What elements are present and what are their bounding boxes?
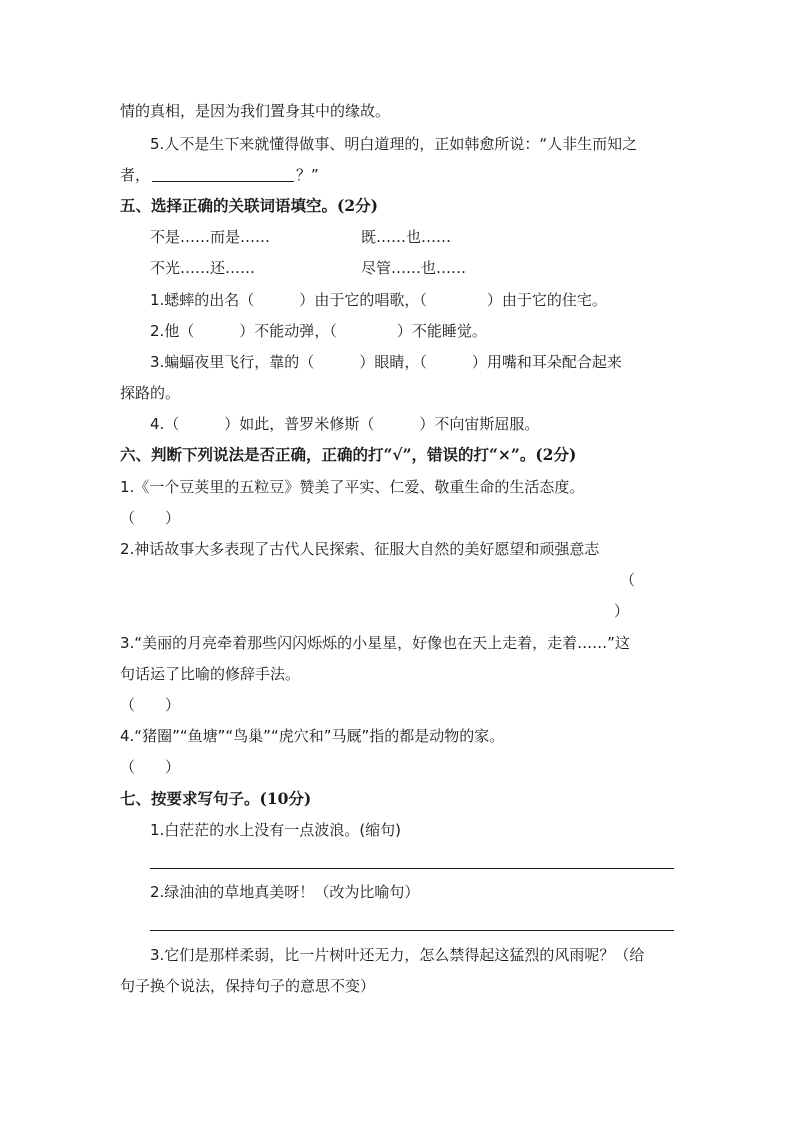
option-4: 尽管……也…… <box>361 259 467 277</box>
option-1: 不是……而是…… <box>150 228 271 246</box>
section-5-heading: 五、选择正确的关联词语填空。(2分) <box>120 196 378 215</box>
question-5-3-cont: 探路的。 <box>120 384 181 402</box>
option-2: 既……也…… <box>361 228 452 246</box>
question-6-3-cont: 句话运了比喻的修辞手法。 <box>120 665 301 683</box>
question-5-2: 2.他（ ）不能动弹，（ ）不能睡觉。 <box>150 322 487 340</box>
question-5-1: 1.蟋蟀的出名（ ）由于它的唱歌，（ ）由于它的住宅。 <box>150 291 607 309</box>
question-7-3-cont: 句子换个说法，保持句子的意思不变） <box>120 977 376 995</box>
question-5-3: 3.蝙蝠夜里飞行，靠的（ ）眼睛，（ ）用嘴和耳朵配合起来 <box>150 353 622 371</box>
answer-line[interactable] <box>150 868 674 869</box>
question-7-1: 1.白茫茫的水上没有一点波浪。(缩句) <box>150 821 402 839</box>
question-7-3: 3.它们是那样柔弱，比一片树叶还无力，怎么禁得起这猛烈的风雨呢？（给 <box>150 946 645 964</box>
answer-paren-close[interactable]: ） <box>614 602 630 620</box>
question-4-5-cont: 者， ？” <box>120 166 319 184</box>
answer-paren[interactable]: （ ） <box>120 758 181 776</box>
question-6-1: 1.《一个豆荚里的五粒豆》赞美了平实、仁爱、敬重生命的生活态度。 <box>120 478 585 496</box>
question-5-4: 4.（ ）如此，普罗米修斯（ ）不向宙斯屈服。 <box>150 415 540 433</box>
answer-paren[interactable]: （ ） <box>120 696 181 714</box>
question-6-4: 4.“猪圈”“鱼塘”“鸟巢”“虎穴和”马厩”指的都是动物的家。 <box>120 727 505 745</box>
answer-paren[interactable]: （ ） <box>120 509 181 527</box>
question-6-2: 2.神话故事大多表现了古代人民探索、征服大自然的美好愿望和顽强意志 <box>120 540 600 558</box>
text-line: 情的真相，是因为我们置身其中的缘故。 <box>120 102 391 120</box>
answer-line[interactable] <box>150 930 674 931</box>
option-3: 不光……还…… <box>150 259 256 277</box>
answer-paren-open[interactable]: （ <box>620 571 636 589</box>
section-6-heading: 六、判断下列说法是否正确，正确的打“√”，错误的打“×”。(2分) <box>120 445 577 464</box>
question-4-5: 5.人不是生下来就懂得做事、明白道理的，正如韩愈所说：“人非生而知之 <box>150 135 638 153</box>
answer-blank[interactable] <box>152 166 294 182</box>
question-6-3: 3.“美丽的月亮牵着那些闪闪烁烁的小星星，好像也在天上走着，走着……”这 <box>120 634 630 652</box>
section-7-heading: 七、按要求写句子。(10分) <box>120 789 312 808</box>
question-7-2: 2.绿油油的草地真美呀！（改为比喻句） <box>150 883 420 901</box>
